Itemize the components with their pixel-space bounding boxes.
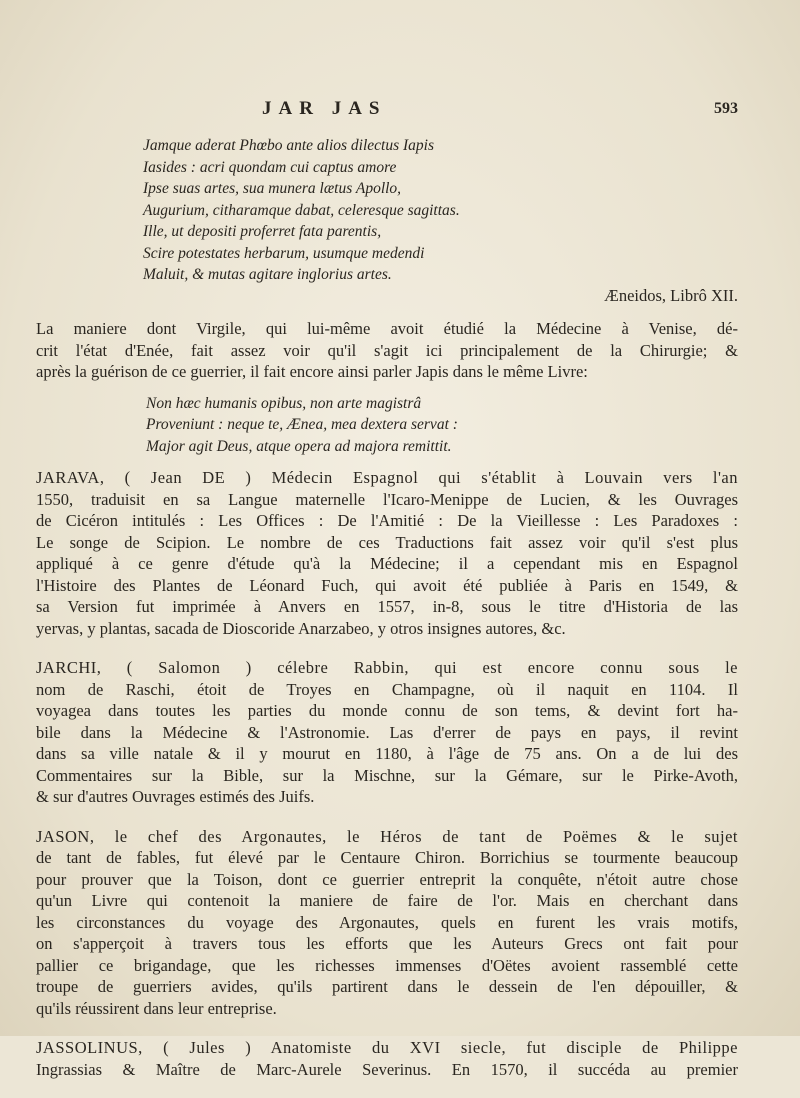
text-line: qu'ils réussirent dans leur entreprise.	[36, 998, 277, 1018]
text-line: JASSOLINUS, ( Jules ) Anatomiste du XVI siecle, fut disciple de Philippe	[36, 1038, 738, 1057]
text-line: on s'apperçoit à travers tous les efforts que les Auteurs Grecs ont fait pour	[36, 934, 738, 953]
text-line: yervas, y plantas, sacada de Dioscoride Anarzabeo, y otros insignes autores, &c.	[36, 618, 566, 638]
text-line: dans sa ville natale & il y mourut en 1180, à l'âge de 75 ans. On a de lui des	[36, 744, 738, 763]
verse-line: Ipse suas artes, sua munera lætus Apollo,	[143, 180, 402, 197]
verse-line: Jamque aderat Phœbo ante alios dilectus Iapis	[143, 137, 435, 154]
entry-jassolinus	[36, 1037, 738, 1080]
text-line: appliqué à ce genre d'étude qu'à la Médecine; il a cependant mis en Espagnol	[36, 554, 738, 573]
entry-jarchi	[36, 657, 738, 808]
verse-line: Non hæc humanis opibus, non arte magistrâ	[146, 394, 422, 412]
verse-line: Scire potestates herbarum, usumque medendi	[143, 244, 425, 262]
page-number: 593	[714, 100, 738, 117]
running-head: JAR JAS	[262, 98, 387, 119]
text-line: pallier ce brigandage, que les richesses immenses d'Oëtes avoient rassemblé cette	[36, 955, 738, 975]
text-line: de Cicéron intitulés : Les Offices : De l'Amitié : De la Vieillesse : Les Paradoxes :	[36, 511, 738, 530]
page-header	[0, 98, 800, 124]
text-line: & sur d'autres Ouvrages estimés des Juifs.	[36, 787, 315, 806]
text-line: crit l'état d'Enée, fait assez voir qu'il s'agit ici principalement de la Chirurgie; &	[36, 340, 738, 360]
text-line: sa Version fut imprimée à Anvers en 1557, in-8, sous le titre d'Historia de las	[36, 597, 738, 616]
text-line: Ingrassias & Maître de Marc-Aurele Severinus. En 1570, il succéda au premier	[36, 1059, 738, 1079]
text-line: troupe de guerriers avides, qu'ils partirent dans le dessein de l'en dépouiller, &	[36, 977, 738, 996]
paragraph-virgile	[36, 318, 738, 383]
text-line: Commentaires sur la Bible, sur la Mischne, sur la Gémare, sur le Pirke-Avoth,	[36, 765, 738, 785]
entry-jarava	[36, 467, 738, 639]
verse-line: Proveniunt : neque te, Ænea, mea dextera servat :	[146, 416, 458, 433]
text-line: La maniere dont Virgile, qui lui-même avoit étudié la Médecine à Venise, dé-	[36, 319, 738, 338]
text-line: qu'un Livre qui contenoit la maniere de faire de l'or. Mais en cherchant dans	[36, 891, 738, 910]
verse-line: Maluit, & mutas agitare inglorius artes.	[143, 266, 392, 283]
text-line: Le songe de Scipion. Le nombre de ces Traductions fait assez voir qu'il s'est plus	[36, 532, 738, 552]
text-line: nom de Raschi, étoit de Troyes en Champagne, où il naquit en 1104. Il	[36, 679, 738, 699]
text-line: bile dans la Médecine & l'Astronomie. Las d'errer de pays en pays, il revint	[36, 722, 738, 742]
verse-citation: Æneidos, Librô XII.	[604, 286, 738, 305]
text-line: JARCHI, ( Salomon ) célebre Rabbin, qui est encore connu sous le	[36, 658, 738, 677]
text-line: l'Histoire des Plantes de Léonard Fuch, qui avoit été publiée à Paris en 1549, &	[36, 575, 738, 595]
text-line: après la guérison de ce guerrier, il fait encore ainsi parler Japis dans le même Livre:	[36, 362, 588, 381]
text-line: JASON, le chef des Argonautes, le Héros de tant de Poëmes & le sujet	[36, 826, 738, 846]
text-line: les circonstances du voyage des Argonautes, quels en furent les vrais motifs,	[36, 912, 738, 932]
verse-line: Major agit Deus, atque opera ad majora remittit.	[146, 437, 452, 455]
text-line: pour prouver que la Toison, dont ce guerrier entreprit la conquête, n'étoit autre chose	[36, 869, 738, 889]
text-line: voyagea dans toutes les parties du monde connu de son tems, & devint fort ha-	[36, 701, 738, 720]
verse-line: Iasides : acri quondam cui captus amore	[143, 158, 397, 176]
body-text	[36, 318, 738, 1098]
text-line: de tant de fables, fut élevé par le Centaure Chiron. Borrichius se tourmente beaucoup	[36, 848, 738, 867]
latin-verse-block-2	[146, 393, 738, 458]
verse-line: Augurium, citharamque dabat, celeresque sagittas.	[143, 201, 460, 219]
entry-jason	[36, 826, 738, 1020]
text-line: JARAVA, ( Jean DE ) Médecin Espagnol qui s'établit à Louvain vers l'an	[36, 468, 738, 487]
verse-line: Ille, ut depositi proferret fata parentis,	[143, 223, 382, 240]
latin-verse-block	[143, 135, 703, 286]
text-line: 1550, traduisit en sa Langue maternelle l'Icaro-Menippe de Lucien, & les Ouvrages	[36, 489, 738, 509]
